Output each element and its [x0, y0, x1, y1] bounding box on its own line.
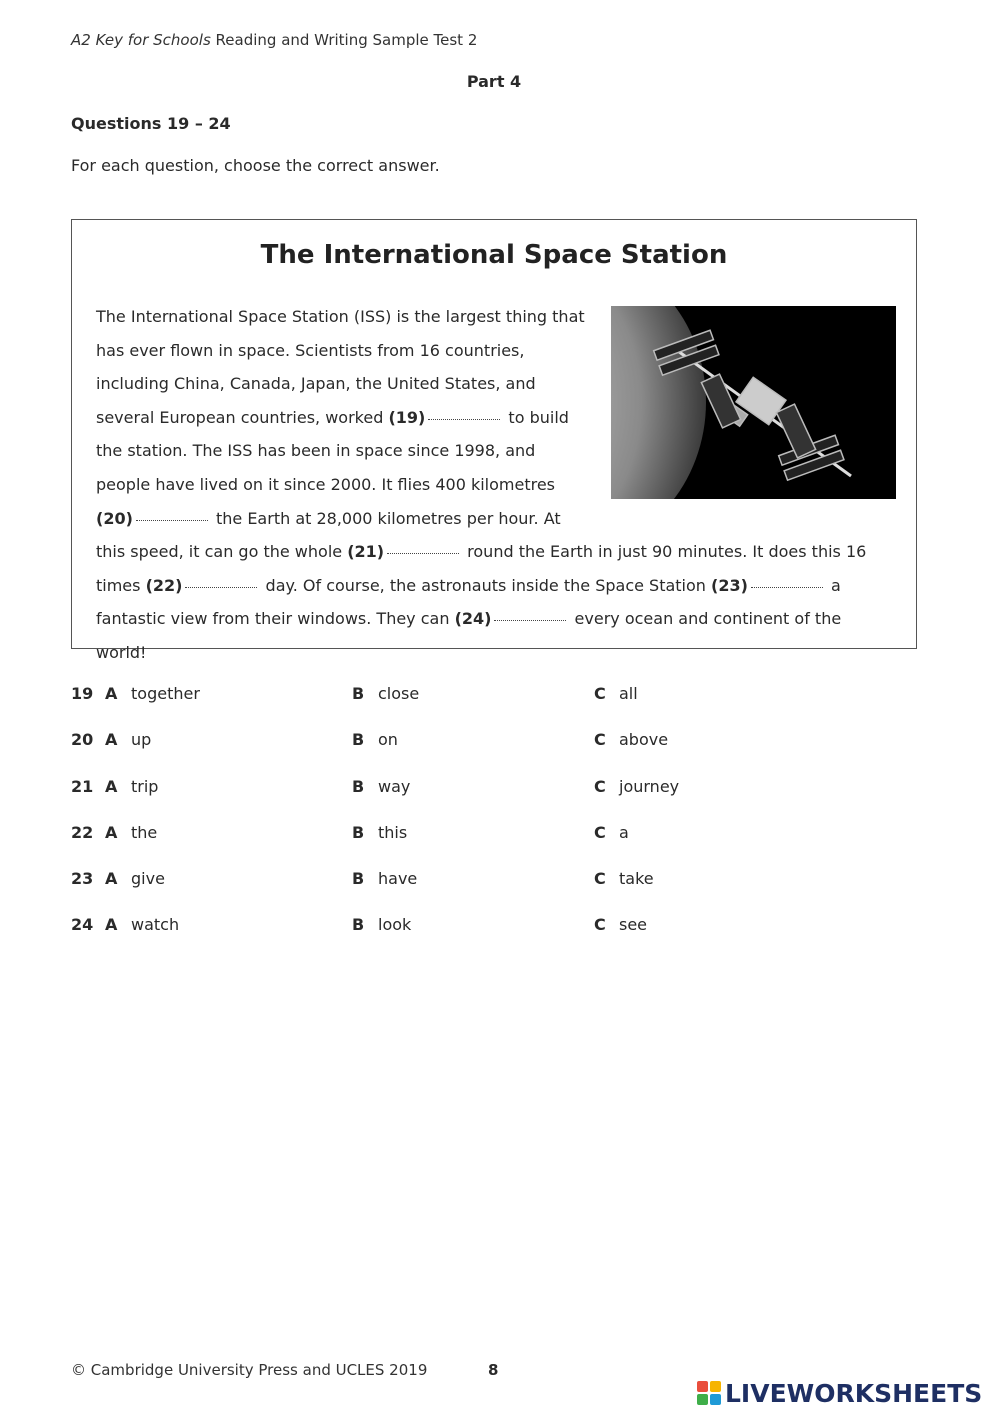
- question-row: [71, 811, 931, 857]
- option-letter-c: C: [594, 869, 606, 889]
- logo-square: [697, 1381, 708, 1392]
- option-letter-b: B: [352, 915, 365, 935]
- space-station-illustration: [611, 306, 896, 499]
- passage-text: [96, 300, 896, 670]
- passage-segment: round the Earth in just 90 minutes. It does this 16 times: [96, 542, 867, 595]
- option-a[interactable]: give: [131, 869, 165, 889]
- footer-copyright: © Cambridge University Press and UCLES 2019: [71, 1361, 428, 1379]
- answer-gap-20[interactable]: [136, 519, 208, 521]
- question-number: 24: [71, 915, 94, 935]
- option-letter-c: C: [594, 776, 606, 796]
- option-c[interactable]: see: [619, 915, 648, 935]
- option-b[interactable]: way: [378, 776, 411, 796]
- option-letter-b: B: [352, 822, 365, 842]
- option-b[interactable]: this: [378, 822, 408, 842]
- option-letter-c: C: [594, 915, 606, 935]
- passage-segment: The International Space Station (ISS) is the largest thing that has ever flown in space. Scientists from 16 countries, including China, Canada, Japan, the United States, and several European countries, worked: [96, 307, 585, 427]
- question-row: [71, 857, 931, 903]
- question-row: [71, 718, 931, 764]
- gap-number-23: (23): [711, 575, 748, 595]
- option-a[interactable]: up: [131, 730, 152, 750]
- answer-gap-24[interactable]: [494, 619, 566, 621]
- passage-segment: every ocean and continent of the world!: [96, 609, 842, 662]
- passage-segment: day. Of course, the astronauts inside the Space Station: [260, 575, 712, 595]
- option-b[interactable]: have: [378, 869, 418, 889]
- option-a[interactable]: watch: [131, 915, 180, 935]
- option-b[interactable]: on: [378, 730, 398, 750]
- gap-number-19: (19): [388, 407, 426, 427]
- question-row: [71, 672, 931, 718]
- space-station-photo: [611, 306, 896, 499]
- option-letter-c: C: [594, 822, 606, 842]
- gap-number-22: (22): [145, 575, 183, 595]
- question-row: [71, 765, 931, 811]
- question-number: 21: [71, 776, 94, 796]
- series-subtitle: Reading and Writing Sample Test 2: [210, 31, 478, 49]
- answer-options: [71, 672, 931, 950]
- gap-number-21: (21): [347, 542, 385, 562]
- page-number: 8: [488, 1361, 499, 1379]
- option-b[interactable]: close: [378, 684, 420, 703]
- option-letter-b: B: [352, 776, 365, 796]
- gap-number-24: (24): [454, 609, 492, 629]
- option-a[interactable]: together: [131, 684, 200, 703]
- passage-segment: to build the station. The ISS has been in space since 1998, and people have lived on it since 2000. It flies 400 kilometres: [96, 407, 569, 494]
- passage-segment: the Earth at 28,000 kilometres per hour. At this speed, it can go the whole: [96, 508, 561, 562]
- option-letter-c: C: [594, 684, 606, 703]
- instructions: For each question, choose the correct answer.: [71, 156, 440, 175]
- option-letter-a: A: [105, 730, 118, 750]
- option-c[interactable]: journey: [619, 776, 680, 796]
- option-c[interactable]: above: [619, 730, 669, 750]
- question-number: 20: [71, 730, 94, 750]
- questions-heading: Questions 19 – 24: [71, 114, 231, 133]
- option-letter-b: B: [352, 684, 365, 703]
- option-c[interactable]: take: [619, 869, 654, 889]
- series-title: A2 Key for Schools: [71, 31, 211, 49]
- logo-square: [710, 1394, 721, 1405]
- option-letter-c: C: [594, 730, 606, 750]
- answer-gap-19[interactable]: [428, 418, 500, 420]
- option-a[interactable]: trip: [131, 776, 159, 796]
- gap-number-20: (20): [96, 508, 133, 528]
- logo-square: [710, 1381, 721, 1392]
- passage-segment: a fantastic view from their windows. They can: [96, 575, 841, 629]
- answer-gap-23[interactable]: [751, 586, 823, 588]
- logo-text: LIVEWORKSHEETS: [725, 1378, 983, 1408]
- option-a[interactable]: the: [131, 822, 158, 842]
- question-row: [71, 903, 931, 949]
- answer-gap-22[interactable]: [185, 586, 257, 588]
- logo-square: [697, 1394, 708, 1405]
- answer-gap-21[interactable]: [387, 552, 459, 554]
- logo-squares-icon: [697, 1381, 721, 1405]
- option-c[interactable]: all: [619, 684, 638, 703]
- option-letter-a: A: [105, 776, 118, 796]
- question-number: 19: [71, 684, 94, 703]
- running-head: [71, 31, 477, 49]
- option-letter-a: A: [105, 869, 118, 889]
- question-number: 23: [71, 869, 94, 889]
- option-letter-a: A: [105, 822, 118, 842]
- passage-title: The International Space Station: [260, 240, 728, 270]
- part-title: Part 4: [466, 72, 522, 91]
- option-letter-a: A: [105, 915, 118, 935]
- option-c[interactable]: a: [619, 822, 629, 842]
- liveworksheets-logo[interactable]: [697, 1377, 982, 1409]
- question-number: 22: [71, 822, 94, 842]
- option-letter-b: B: [352, 869, 365, 889]
- option-letter-a: A: [105, 684, 118, 703]
- passage-box: [71, 219, 917, 662]
- option-letter-b: B: [352, 730, 365, 750]
- option-b[interactable]: look: [378, 915, 412, 935]
